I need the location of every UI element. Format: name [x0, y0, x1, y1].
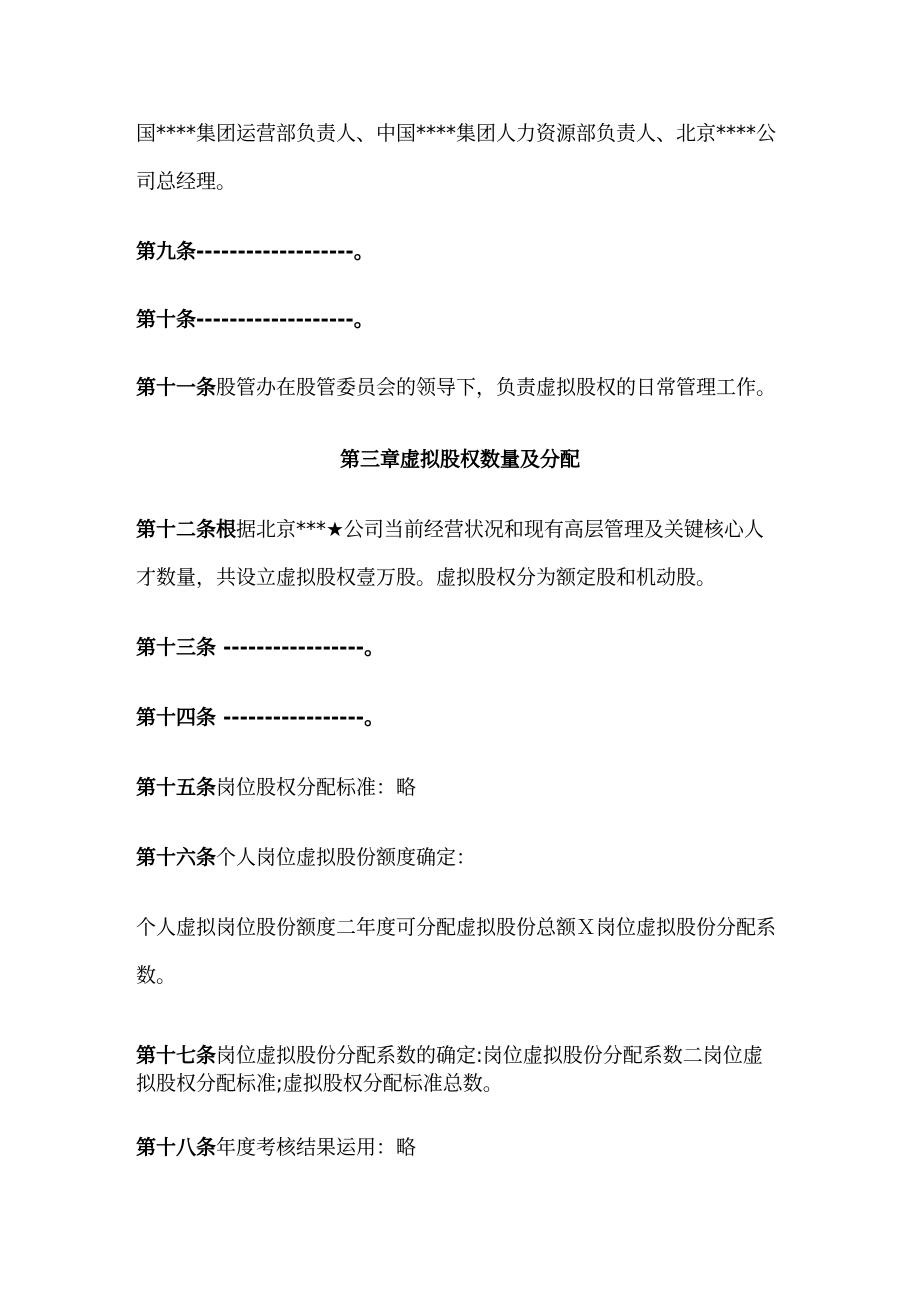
formula-text-2: 数。: [136, 963, 176, 987]
article-17-label: 第十七条: [136, 1043, 216, 1067]
article-13: [136, 634, 796, 660]
article-18-label: 第十八条: [136, 1135, 216, 1159]
article-16-label: 第十六条: [136, 845, 216, 869]
article-9-text: -------------------。: [196, 239, 374, 263]
article-10-text: -------------------。: [196, 307, 374, 331]
paragraph-text: 司总经理。: [136, 169, 236, 193]
article-16: [136, 844, 796, 870]
formula-line-2: [136, 962, 796, 988]
article-15: [136, 774, 796, 800]
article-15-text: 岗位股权分配标准：略: [216, 775, 416, 799]
chapter-3-heading: 第三章虚拟股权数量及分配: [340, 447, 580, 471]
article-11: [136, 374, 796, 400]
paragraph-continued-line-2: [136, 168, 796, 194]
article-10-label: 第十条: [136, 307, 196, 331]
article-12-text-2: 才数量，共设立虚拟股权壹万股。虚拟股权分为额定股和机动股。: [136, 565, 716, 589]
article-12-line-2: [136, 564, 796, 590]
article-16-text: 个人岗位虚拟股份额度确定：: [216, 845, 476, 869]
article-15-label: 第十五条: [136, 775, 216, 799]
article-12-text-1: 据北京***★公司当前经营状况和现有高层管理及关键核心人: [236, 517, 764, 541]
article-18: [136, 1134, 796, 1160]
paragraph-continued-line-1: [136, 120, 796, 146]
article-14-label: 第十四条: [136, 705, 216, 729]
article-17-line-1: [136, 1042, 796, 1068]
article-13-text: -----------------。: [216, 635, 385, 659]
article-13-label: 第十三条: [136, 635, 216, 659]
article-14: [136, 704, 796, 730]
article-11-label: 第十一条: [136, 375, 216, 399]
article-18-text: 年度考核结果运用：略: [216, 1135, 416, 1159]
article-12-label: 第十二条根: [136, 517, 236, 541]
paragraph-text: 国****集团运营部负责人、中国****集团人力资源部负责人、北京****公: [136, 121, 776, 145]
formula-line-1: [136, 914, 796, 940]
article-10: [136, 306, 796, 332]
article-17-text-2: 拟股权分配标准;虚拟股权分配标准总数。: [136, 1071, 503, 1095]
article-12-line-1: [136, 516, 796, 542]
article-17-text-1: 岗位虚拟股份分配系数的确定:岗位虚拟股份分配系数二岗位虚: [216, 1043, 763, 1067]
article-9-label: 第九条: [136, 239, 196, 263]
article-14-text: -----------------。: [216, 705, 385, 729]
article-11-text: 股管办在股管委员会的领导下，负责虚拟股权的日常管理工作。: [216, 375, 776, 399]
article-17-line-2: [136, 1070, 796, 1096]
formula-text-1: 个人虚拟岗位股份额度二年度可分配虚拟股份总额Ｘ岗位虚拟股份分配系: [136, 915, 776, 939]
article-9: [136, 238, 796, 264]
